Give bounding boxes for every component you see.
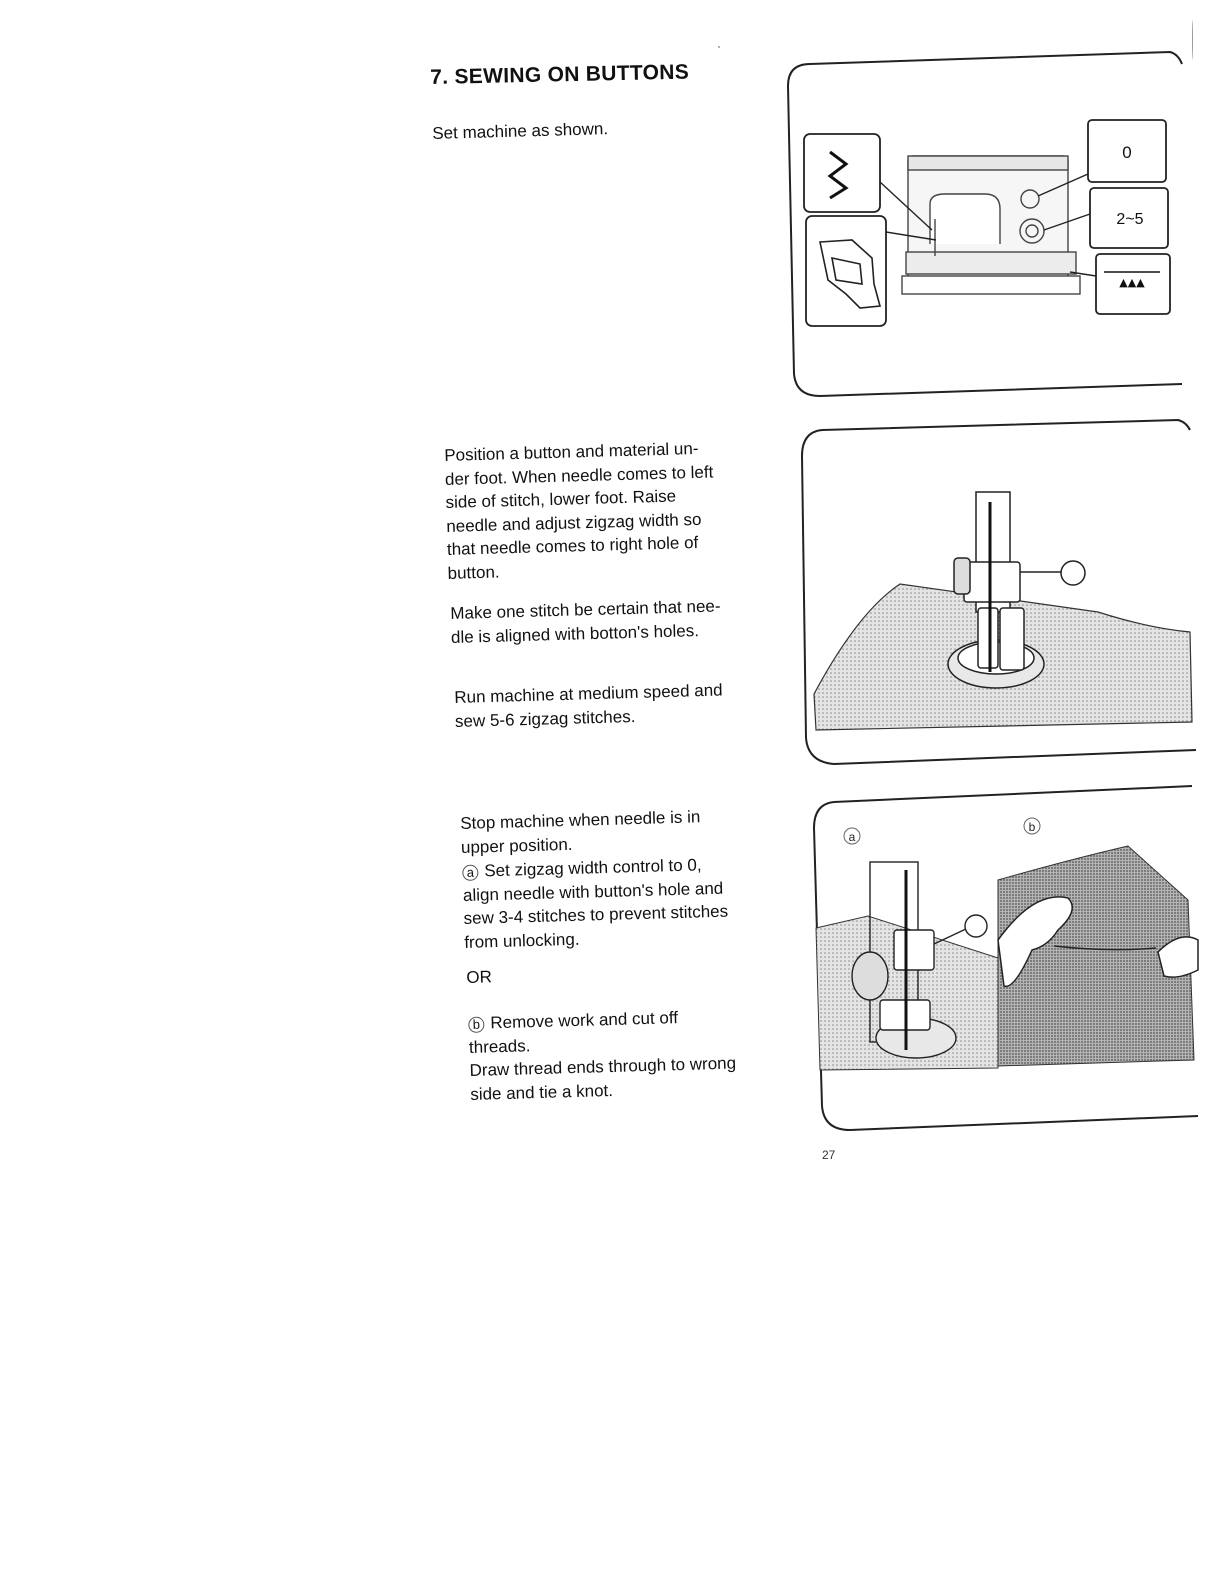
scan-speck [718, 46, 720, 48]
step2-para3: Run machine at medium speed and sew 5-6 zigzag stitches. [454, 680, 723, 731]
feed-dog-callout [1070, 254, 1170, 314]
step3-para1: Stop machine when needle is in upper position. [460, 807, 701, 857]
step2-para2: Make one stitch be certain that nee- dle is aligned with botton's holes. [450, 596, 721, 647]
label-a: a [848, 830, 856, 844]
page-number: 27 [822, 1148, 836, 1162]
marker-b: b [468, 1017, 484, 1033]
step3-option-a [462, 851, 775, 954]
scan-mark [1192, 20, 1193, 60]
stitch-length-value: 0 [1122, 143, 1132, 162]
button-positioning-illustration [798, 412, 1198, 772]
option-b-text: Remove work and cut off threads. Draw thread ends through to wrong side and tie a knot. [468, 1008, 737, 1104]
label-b: b [1028, 820, 1036, 834]
stitch-width-value: 2~5 [1116, 211, 1144, 228]
feed-dog-up-icon: ▲▲▲ [1119, 276, 1145, 289]
page-title: 7. SEWING ON BUTTONS [430, 60, 690, 89]
step1-text: Set machine as shown. [432, 119, 609, 143]
or-text: OR [466, 967, 493, 987]
finishing-illustration [808, 780, 1204, 1140]
marker-a: a [462, 865, 478, 881]
option-a-text: Set zigzag width control to 0, align needle with button's hole and sew 3-4 stitches to prevent stitches from unlocking. [462, 855, 729, 952]
step2-para1: Position a button and material un- der foot. When needle comes to left side of stitch, lower foot. Raise needle and adjust zigzag width so that needle comes to right hole of button. [444, 438, 714, 583]
sewing-machine-drawing [902, 156, 1080, 294]
step3-option-b [468, 1005, 737, 1106]
machine-settings-illustration [780, 44, 1190, 406]
